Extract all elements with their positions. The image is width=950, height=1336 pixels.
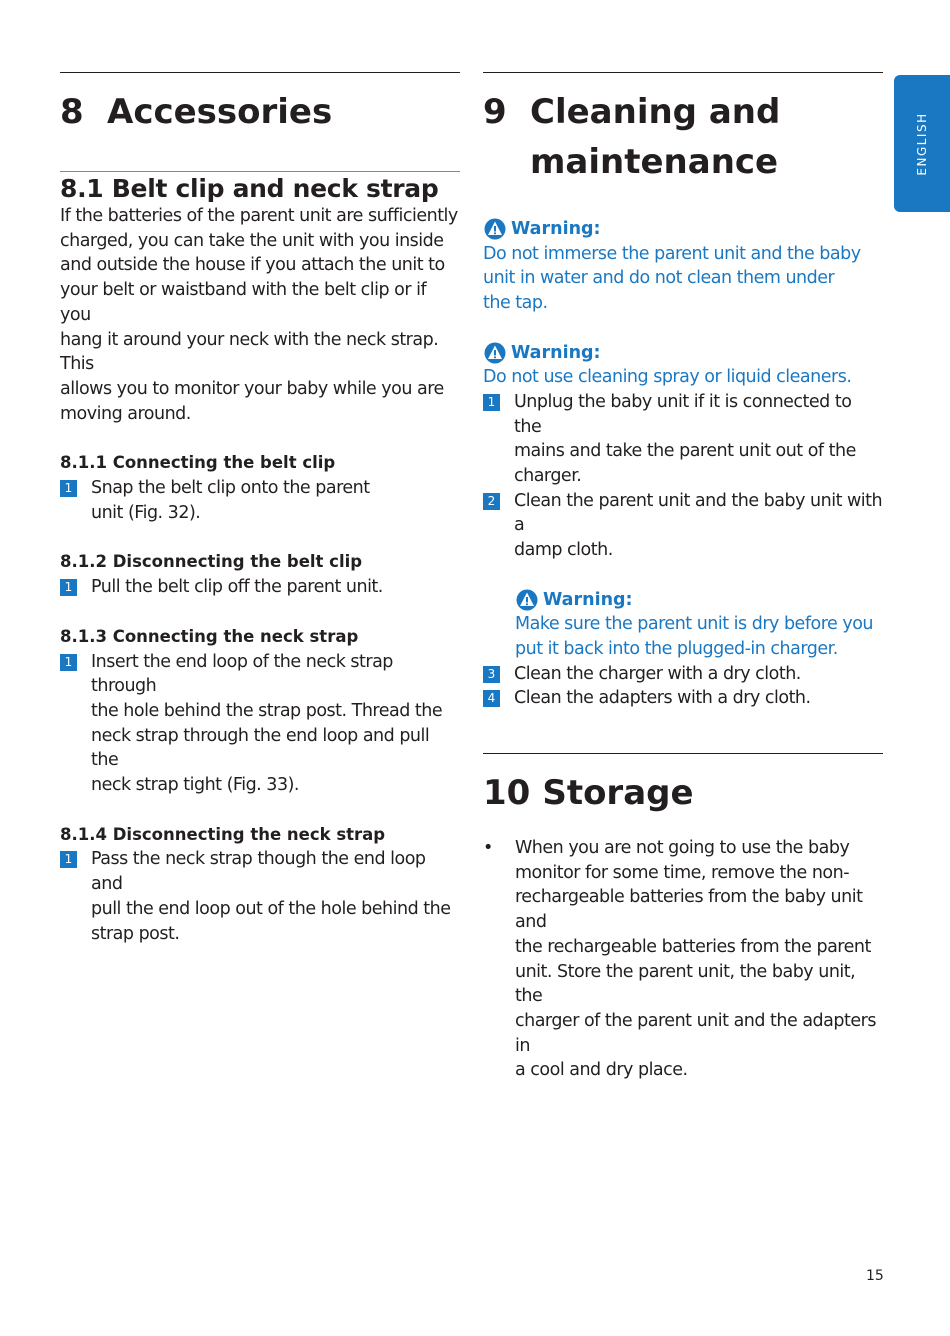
step-line: Pull the belt clip off the parent unit.: [91, 577, 383, 598]
chapter-title: Storage: [542, 773, 694, 814]
step-line: damp cloth.: [514, 540, 613, 561]
step-line: Clean the adapters with a dry cloth.: [514, 688, 811, 709]
intro-line: charged, you can take the unit with you inside: [60, 230, 444, 251]
chapter-title-line: Cleaning and: [530, 92, 781, 132]
language-tab: [894, 75, 950, 212]
subsection-8-1-2-heading: 8.1.2 Disconnecting the belt clip: [60, 552, 363, 572]
warning-label: Warning:: [511, 219, 601, 239]
warning-text: unit in water and do not clean them under: [483, 268, 835, 289]
bullet-line: unit. Store the parent unit, the baby unit, the: [515, 961, 856, 1007]
step-line: neck strap tight (Fig. 33).: [91, 775, 299, 796]
chapter-9-heading: [483, 87, 883, 187]
intro-line: moving around.: [60, 403, 191, 424]
accessories-column: [60, 72, 460, 946]
warning-text: Make sure the parent unit is dry before you: [515, 614, 873, 635]
step-line: Clean the charger with a dry cloth.: [514, 663, 801, 684]
chapter-title-line: maintenance: [530, 142, 779, 182]
section-8-1-heading: 8.1 Belt clip and neck strap: [60, 174, 439, 203]
step-line: strap post.: [91, 923, 180, 944]
section-rule: [60, 72, 460, 73]
section-8-1-intro: [60, 204, 460, 426]
chapter-title: Accessories: [107, 92, 333, 132]
step-number-badge: 4: [483, 690, 500, 707]
step-line: charger.: [514, 466, 582, 487]
step-line: mains and take the parent unit out of the: [514, 441, 856, 462]
intro-line: and outside the house if you attach the unit to: [60, 255, 445, 276]
warning-text: Do not immerse the parent unit and the baby: [483, 243, 861, 264]
step: [60, 476, 460, 525]
warning-block: [483, 217, 883, 316]
step-number-badge: 1: [483, 394, 500, 411]
step-line: the hole behind the strap post. Thread the: [91, 700, 443, 721]
step: [60, 575, 460, 600]
warning-text: put it back into the plugged-in charger.: [515, 638, 838, 659]
intro-line: hang it around your neck with the neck strap. This: [60, 329, 439, 375]
bullet-line: charger of the parent unit and the adapters in: [515, 1010, 876, 1056]
warning-block: [515, 588, 883, 662]
step-number-badge: 1: [60, 579, 77, 596]
list-item: [483, 836, 883, 1083]
section-rule: [483, 72, 883, 73]
step-number-badge: 2: [483, 493, 500, 510]
step-line: Insert the end loop of the neck strap through: [91, 651, 393, 697]
intro-line: If the batteries of the parent unit are sufficiently: [60, 206, 458, 226]
step: [60, 650, 460, 798]
step-line: Unplug the baby unit if it is connected to the: [514, 391, 852, 437]
step-line: pull the end loop out of the hole behind the: [91, 898, 451, 919]
step: [483, 686, 883, 711]
subsection-8-1-1-heading: 8.1.1 Connecting the belt clip: [60, 453, 336, 473]
chapter-number: 8: [60, 92, 84, 132]
bullet-symbol: •: [483, 838, 493, 859]
warning-text: the tap.: [483, 293, 548, 314]
subsection-8-1-4-heading: 8.1.4 Disconnecting the neck strap: [60, 824, 386, 844]
bullet-line: When you are not going to use the baby: [515, 838, 850, 859]
subsection-8-1-3-heading: 8.1.3 Connecting the neck strap: [60, 626, 359, 646]
intro-line: your belt or waistband with the belt clip or if you: [60, 280, 427, 325]
page-number: 15: [866, 1268, 884, 1284]
step-number-badge: 1: [60, 851, 77, 868]
step: [483, 662, 883, 687]
step-number-badge: 3: [483, 666, 500, 683]
intro-line: allows you to monitor your baby while you are: [60, 378, 444, 399]
warning-label: Warning:: [543, 589, 633, 610]
section-rule: [483, 753, 883, 754]
step-line: neck strap through the end loop and pull the: [91, 725, 430, 771]
warning-icon: [515, 589, 539, 611]
warning-block: [483, 341, 883, 390]
step-number-badge: 1: [60, 480, 77, 497]
step-line: Pass the neck strap though the end loop and: [91, 849, 426, 895]
step: [483, 489, 883, 563]
cleaning-storage-column: [483, 72, 883, 1083]
bullet-line: the rechargeable batteries from the parent: [515, 936, 871, 957]
warning-icon: [483, 342, 507, 364]
bullet-line: rechargeable batteries from the baby unit and: [515, 887, 863, 933]
chapter-8-heading: [60, 87, 460, 137]
step-line: Clean the parent unit and the baby unit with a: [514, 490, 883, 536]
step-line: Snap the belt clip onto the parent: [91, 478, 370, 499]
bullet-line: a cool and dry place.: [515, 1060, 688, 1081]
warning-icon: [483, 218, 507, 240]
subsection-rule: [60, 171, 460, 172]
chapter-number: 10: [483, 773, 531, 814]
bullet-line: monitor for some time, remove the non-: [515, 862, 850, 883]
chapter-number: 9: [483, 92, 507, 132]
language-tab-label: ENGLISH: [915, 111, 929, 176]
step-line: unit (Fig. 32).: [91, 502, 201, 523]
step-number-badge: 1: [60, 654, 77, 671]
step: [483, 390, 883, 489]
chapter-10-heading: [483, 768, 883, 818]
warning-text: Do not use cleaning spray or liquid cleaners.: [483, 367, 852, 388]
step: [60, 847, 460, 946]
warning-label: Warning:: [511, 342, 601, 363]
